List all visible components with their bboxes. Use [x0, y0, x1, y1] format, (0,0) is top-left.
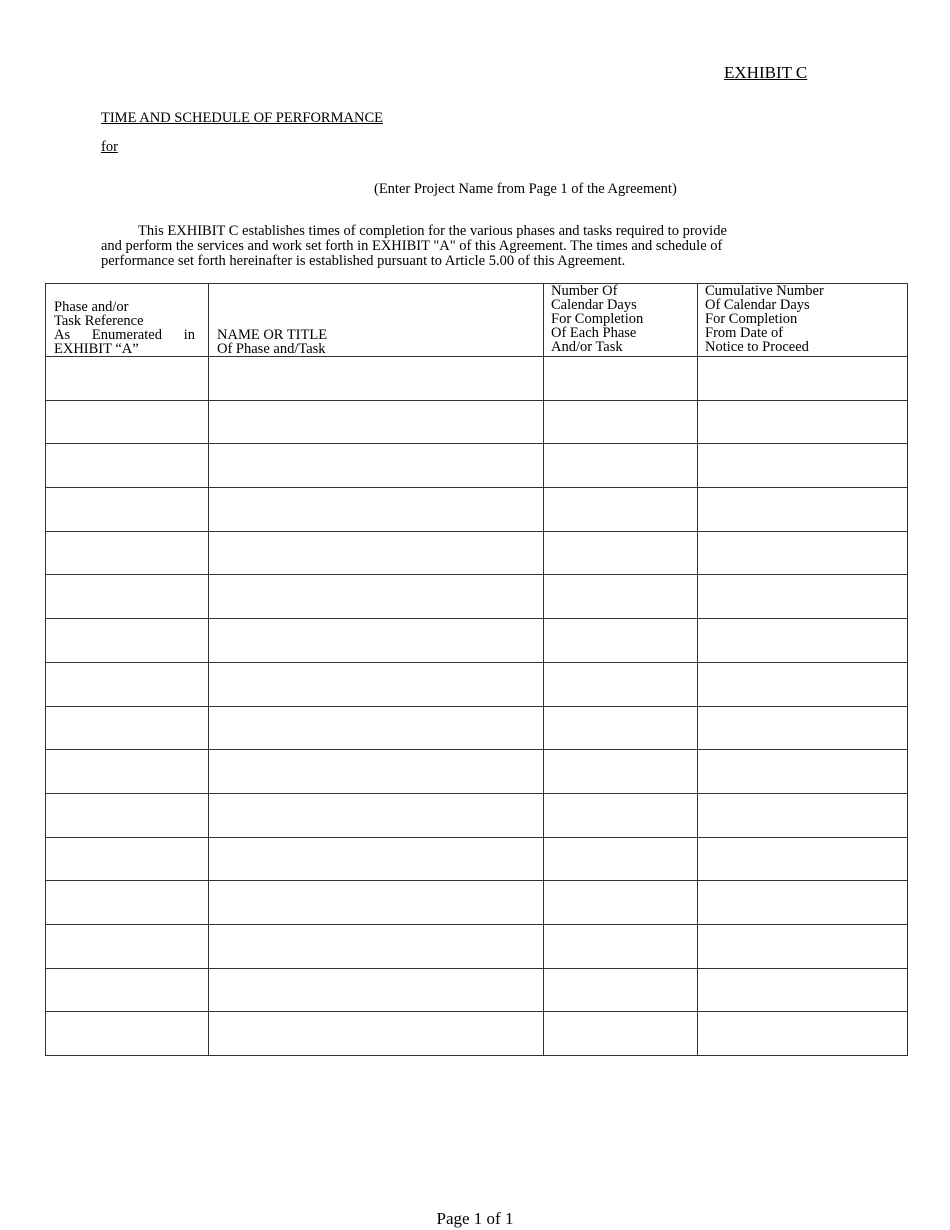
- name-title-cell[interactable]: [209, 488, 544, 532]
- intro-line: performance set forth hereinafter is established pursuant to Article 5.00 of this Agreement.: [101, 253, 626, 269]
- for-label: for: [101, 139, 118, 155]
- header-text: Number Of: [551, 283, 618, 299]
- phase-reference-cell[interactable]: [46, 793, 209, 837]
- table-row: [46, 575, 908, 619]
- table-row: [46, 706, 908, 750]
- header-cumulative-days: [698, 284, 908, 357]
- name-title-cell[interactable]: [209, 750, 544, 794]
- calendar-days-cell[interactable]: [544, 706, 698, 750]
- table-row: [46, 488, 908, 532]
- calendar-days-cell[interactable]: [544, 750, 698, 794]
- calendar-days-cell[interactable]: [544, 488, 698, 532]
- intro-paragraph: [101, 224, 801, 269]
- name-title-cell[interactable]: [209, 662, 544, 706]
- name-title-cell[interactable]: [209, 619, 544, 663]
- phase-reference-cell[interactable]: [46, 400, 209, 444]
- name-title-cell[interactable]: [209, 400, 544, 444]
- phase-reference-cell[interactable]: [46, 488, 209, 532]
- name-title-cell[interactable]: [209, 1012, 544, 1056]
- phase-reference-cell[interactable]: [46, 837, 209, 881]
- calendar-days-cell[interactable]: [544, 924, 698, 968]
- table-row: [46, 793, 908, 837]
- cumulative-days-cell[interactable]: [698, 444, 908, 488]
- intro-line: This EXHIBIT C establishes times of completion for the various phases and tasks required to provide: [138, 223, 727, 239]
- calendar-days-cell[interactable]: [544, 968, 698, 1012]
- header-text: Calendar Days: [551, 297, 637, 313]
- table-row: [46, 444, 908, 488]
- header-name-title: [209, 284, 544, 357]
- project-name-placeholder[interactable]: (Enter Project Name from Page 1 of the Agreement): [374, 181, 677, 197]
- table-row: [46, 1012, 908, 1056]
- header-phase-reference: [46, 284, 209, 357]
- header-text: NAME OR TITLE: [217, 327, 328, 343]
- name-title-cell[interactable]: [209, 444, 544, 488]
- cumulative-days-cell[interactable]: [698, 357, 908, 401]
- table-row: [46, 357, 908, 401]
- page-number: Page 1 of 1: [436, 1209, 514, 1228]
- table-row: [46, 531, 908, 575]
- section-title: TIME AND SCHEDULE OF PERFORMANCE: [101, 110, 383, 126]
- exhibit-title: EXHIBIT C: [724, 63, 808, 82]
- calendar-days-cell[interactable]: [544, 444, 698, 488]
- calendar-days-cell[interactable]: [544, 1012, 698, 1056]
- table-row: [46, 968, 908, 1012]
- header-text: Cumulative Number: [705, 283, 824, 299]
- cumulative-days-cell[interactable]: [698, 706, 908, 750]
- name-title-cell[interactable]: [209, 881, 544, 925]
- calendar-days-cell[interactable]: [544, 662, 698, 706]
- header-text: [54, 328, 195, 342]
- name-title-cell[interactable]: [209, 793, 544, 837]
- cumulative-days-cell[interactable]: [698, 1012, 908, 1056]
- header-text: From Date of: [705, 325, 784, 341]
- header-text: For Completion: [551, 311, 644, 327]
- table-row: [46, 924, 908, 968]
- calendar-days-cell[interactable]: [544, 575, 698, 619]
- header-word: in: [183, 327, 195, 343]
- header-text: Of Each Phase: [551, 325, 637, 341]
- header-calendar-days: [544, 284, 698, 357]
- schedule-table: [45, 283, 908, 1056]
- cumulative-days-cell[interactable]: [698, 881, 908, 925]
- phase-reference-cell[interactable]: [46, 706, 209, 750]
- name-title-cell[interactable]: [209, 837, 544, 881]
- header-text: Of Phase and/Task: [217, 341, 326, 357]
- calendar-days-cell[interactable]: [544, 357, 698, 401]
- cumulative-days-cell[interactable]: [698, 488, 908, 532]
- cumulative-days-cell[interactable]: [698, 662, 908, 706]
- calendar-days-cell[interactable]: [544, 531, 698, 575]
- calendar-days-cell[interactable]: [544, 793, 698, 837]
- header-text: For Completion: [705, 311, 798, 327]
- header-text: And/or Task: [551, 339, 623, 355]
- phase-reference-cell[interactable]: [46, 750, 209, 794]
- table-row: [46, 881, 908, 925]
- header-text: Of Calendar Days: [705, 297, 810, 313]
- header-text: Phase and/or: [54, 299, 129, 315]
- cumulative-days-cell[interactable]: [698, 924, 908, 968]
- table-row: [46, 400, 908, 444]
- table-row: [46, 750, 908, 794]
- name-title-cell[interactable]: [209, 531, 544, 575]
- phase-reference-cell[interactable]: [46, 924, 209, 968]
- phase-reference-cell[interactable]: [46, 881, 209, 925]
- cumulative-days-cell[interactable]: [698, 793, 908, 837]
- schedule-table-body: [46, 357, 908, 1056]
- name-title-cell[interactable]: [209, 968, 544, 1012]
- cumulative-days-cell[interactable]: [698, 750, 908, 794]
- table-row: [46, 837, 908, 881]
- name-title-cell[interactable]: [209, 357, 544, 401]
- calendar-days-cell[interactable]: [544, 619, 698, 663]
- cumulative-days-cell[interactable]: [698, 837, 908, 881]
- cumulative-days-cell[interactable]: [698, 619, 908, 663]
- calendar-days-cell[interactable]: [544, 837, 698, 881]
- header-word: As: [54, 327, 71, 343]
- table-row: [46, 619, 908, 663]
- phase-reference-cell[interactable]: [46, 357, 209, 401]
- intro-line: and perform the services and work set forth in EXHIBIT "A" of this Agreement. The times and schedule of: [101, 238, 723, 254]
- header-text: Notice to Proceed: [705, 339, 809, 355]
- header-text: EXHIBIT “A”: [54, 341, 139, 357]
- cumulative-days-cell[interactable]: [698, 575, 908, 619]
- phase-reference-cell[interactable]: [46, 662, 209, 706]
- phase-reference-cell[interactable]: [46, 575, 209, 619]
- table-row: [46, 662, 908, 706]
- phase-reference-cell[interactable]: [46, 1012, 209, 1056]
- phase-reference-cell[interactable]: [46, 968, 209, 1012]
- cumulative-days-cell[interactable]: [698, 531, 908, 575]
- table-header-row: [46, 284, 908, 357]
- cumulative-days-cell[interactable]: [698, 400, 908, 444]
- name-title-cell[interactable]: [209, 706, 544, 750]
- header-word: Enumerated: [91, 327, 162, 343]
- cumulative-days-cell[interactable]: [698, 968, 908, 1012]
- phase-reference-cell[interactable]: [46, 531, 209, 575]
- phase-reference-cell[interactable]: [46, 619, 209, 663]
- calendar-days-cell[interactable]: [544, 400, 698, 444]
- name-title-cell[interactable]: [209, 924, 544, 968]
- header-text: Task Reference: [54, 313, 144, 329]
- phase-reference-cell[interactable]: [46, 444, 209, 488]
- calendar-days-cell[interactable]: [544, 881, 698, 925]
- name-title-cell[interactable]: [209, 575, 544, 619]
